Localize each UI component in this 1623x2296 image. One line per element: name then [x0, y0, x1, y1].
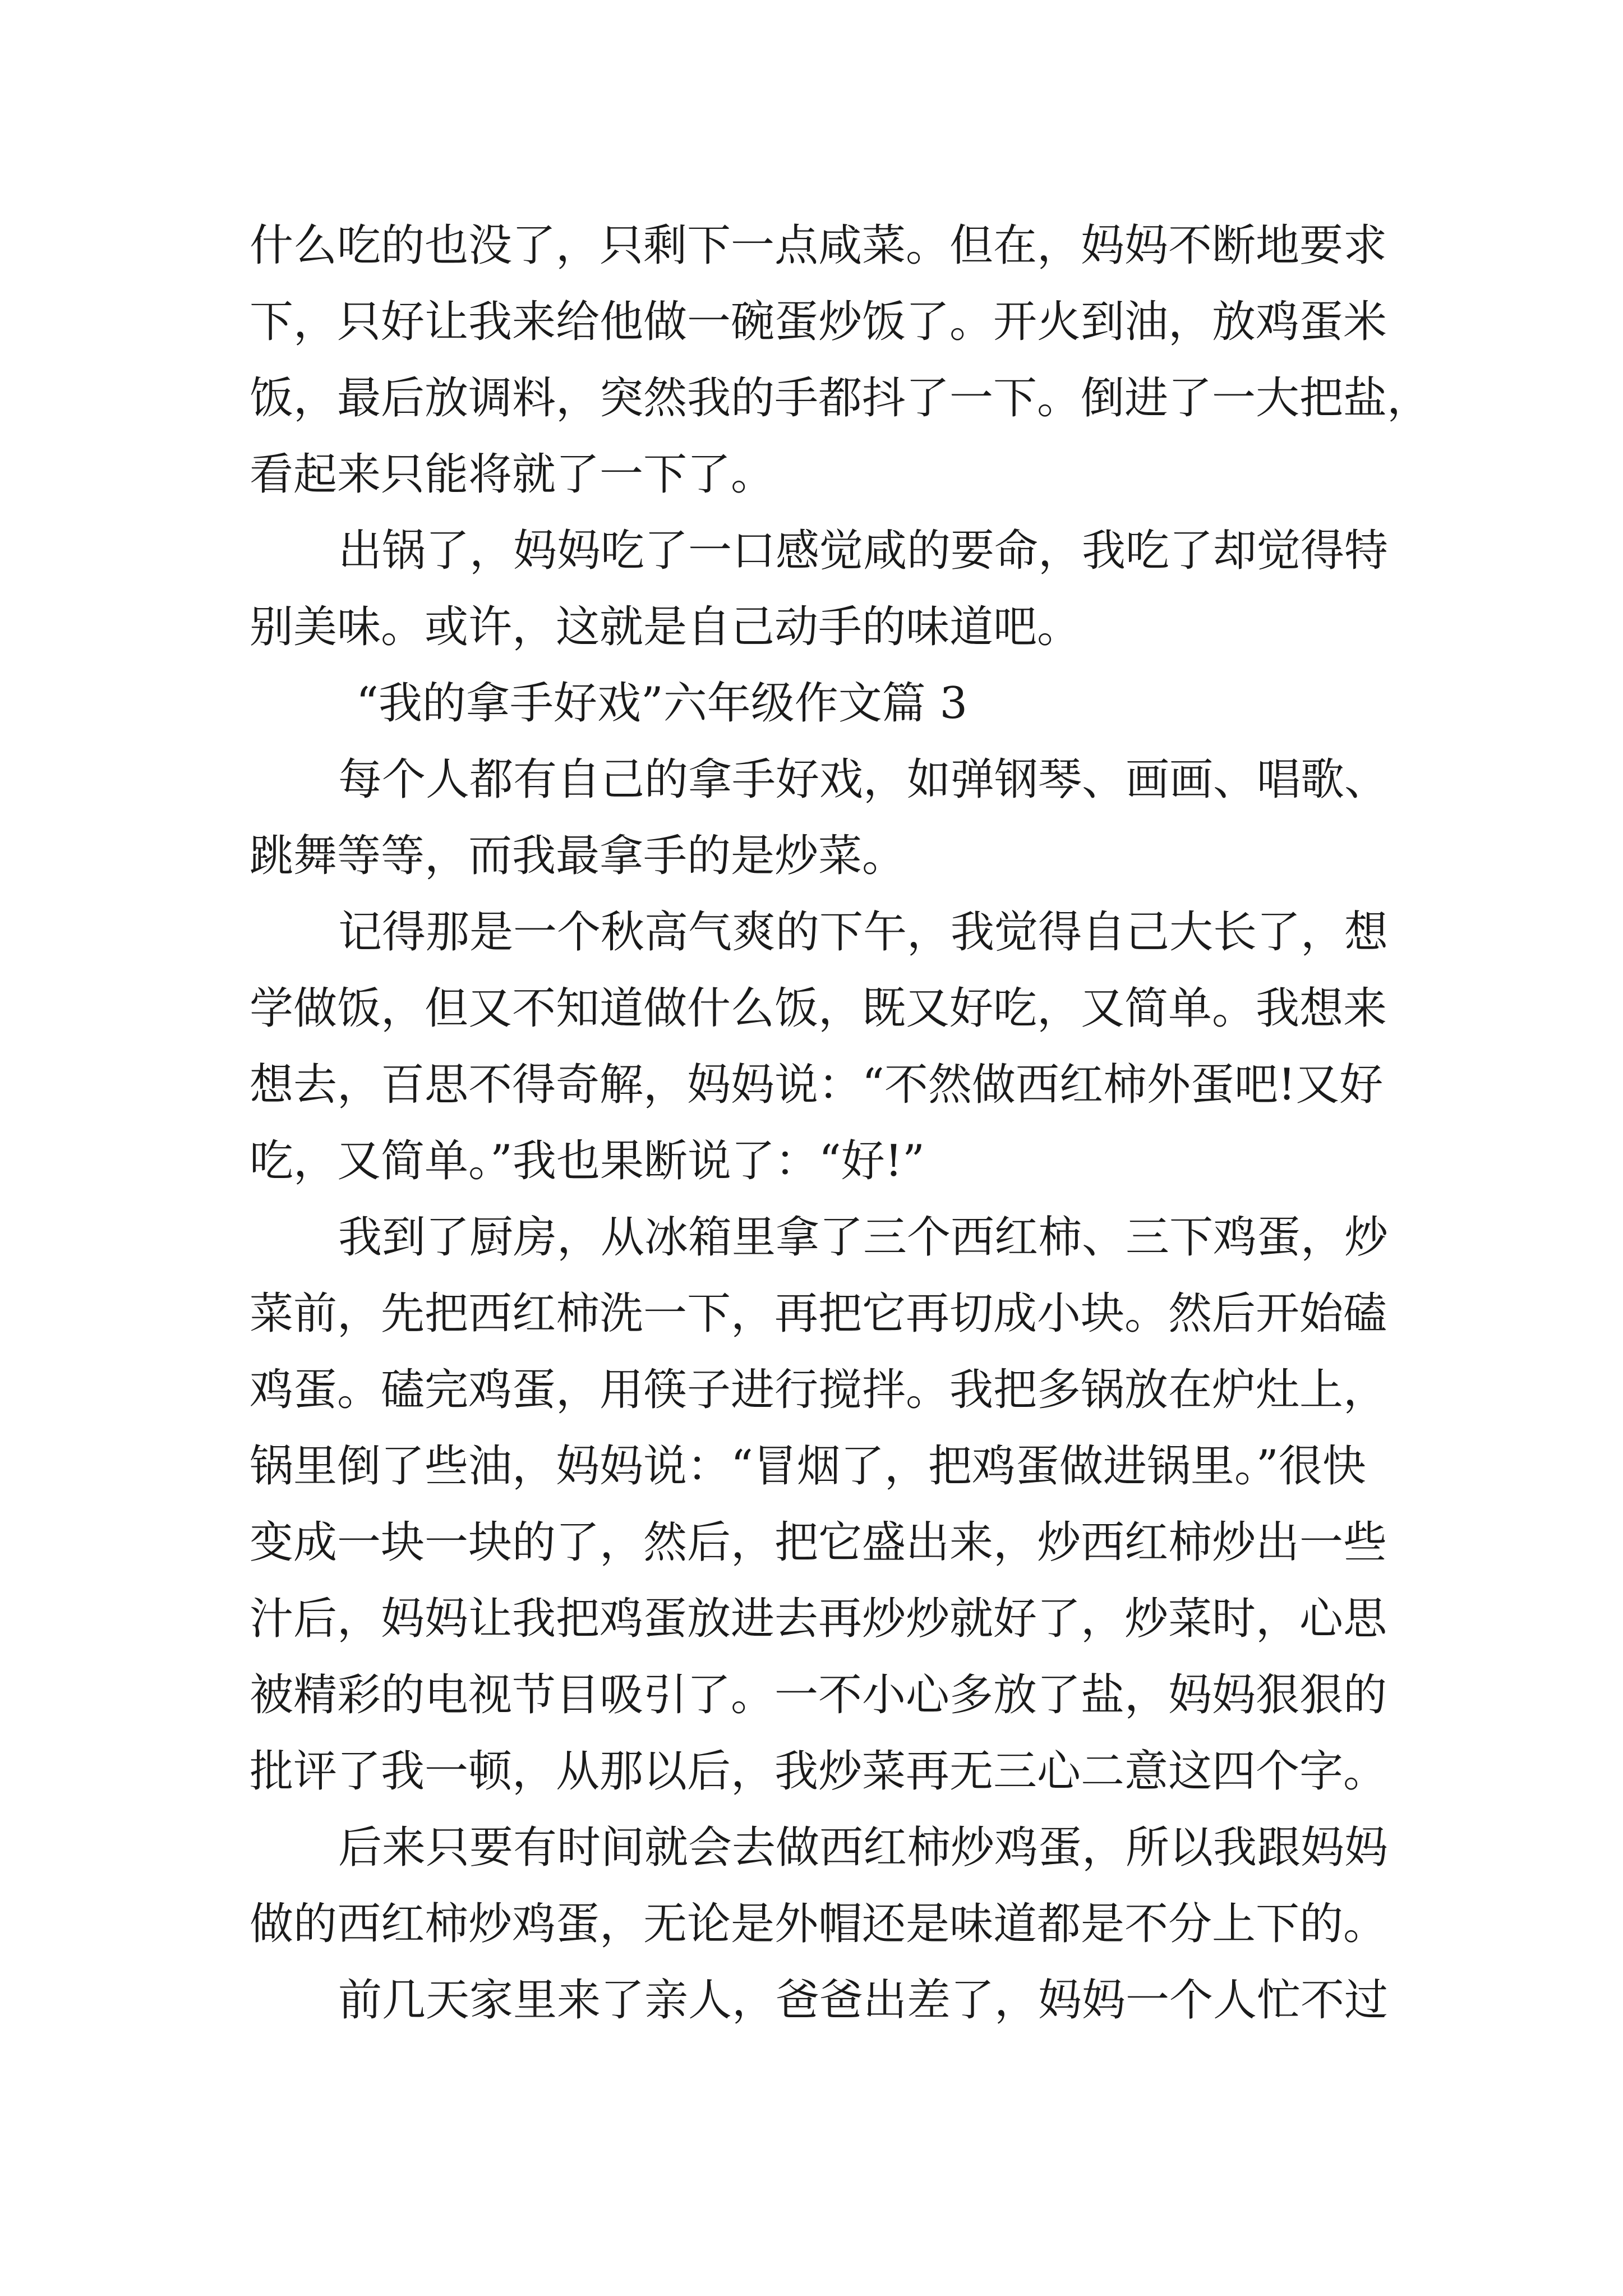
text-line: 吃，又简单。”我也果断说了：“好!” — [250, 1136, 925, 1186]
text-line: 学做饭，但又不知道做什么饭，既又好吃，又简单。我想来 — [250, 983, 1387, 1034]
text-line: 被精彩的电视节目吸引了。一不小心多放了盐，妈妈狠狠的 — [250, 1670, 1387, 1720]
paragraph-start-line: 我到了厨房，从冰箱里拿了三个西红柿、三下鸡蛋，炒 — [338, 1212, 1389, 1263]
text-line: 菜前，先把西红柿洗一下，再把它再切成小块。然后开始磕 — [250, 1289, 1387, 1339]
text-line: 鸡蛋。磕完鸡蛋，用筷子进行搅拌。我把多锅放在炉灶上， — [250, 1365, 1387, 1415]
text-line: 什么吃的也没了，只剩下一点咸菜。但在，妈妈不断地要求 — [250, 220, 1387, 271]
text-line: 跳舞等等，而我最拿手的是炒菜。 — [250, 831, 906, 881]
paragraph-start-line: 前几天家里来了亲人，爸爸出差了，妈妈一个人忙不过 — [338, 1975, 1389, 2026]
text-line: 批评了我一顿，从那以后，我炒菜再无三心二意这四个字。 — [250, 1746, 1387, 1797]
section-heading: “我的拿手好戏”六年级作文篇 3 — [356, 678, 968, 729]
text-line: 饭，最后放调料，突然我的手都抖了一下。倒进了一大把盐， — [250, 373, 1431, 424]
text-line: 别美味。或许，这就是自己动手的味道吧。 — [250, 602, 1081, 652]
text-line: 看起来只能将就了一下了。 — [250, 449, 775, 500]
paragraph-start-line: 记得那是一个秋高气爽的下午，我觉得自己大长了，想 — [338, 907, 1389, 958]
text-line: 想去，百思不得奇解，妈妈说：“不然做西红柿外蛋吧!又好 — [250, 1060, 1384, 1110]
paragraph-start-line: 每个人都有自己的拿手好戏，如弹钢琴、画画、唱歌、 — [338, 754, 1389, 805]
paragraph-start-line: 出锅了，妈妈吃了一口感觉咸的要命，我吃了却觉得特 — [338, 526, 1389, 576]
text-line: 变成一块一块的了，然后，把它盛出来，炒西红柿炒出一些 — [250, 1517, 1387, 1568]
text-line: 锅里倒了些油，妈妈说：“冒烟了，把鸡蛋做进锅里。”很快 — [250, 1441, 1366, 1492]
document-body — [250, 208, 1431, 2039]
text-line: 做的西红柿炒鸡蛋，无论是外帽还是味道都是不分上下的。 — [250, 1899, 1387, 1949]
paragraph-start-line: 后来只要有时间就会去做西红柿炒鸡蛋，所以我跟妈妈 — [338, 1823, 1389, 1873]
text-line: 汁后，妈妈让我把鸡蛋放进去再炒炒就好了，炒菜时，心思 — [250, 1594, 1387, 1644]
text-line: 下，只好让我来给他做一碗蛋炒饭了。开火到油，放鸡蛋米 — [250, 297, 1387, 347]
